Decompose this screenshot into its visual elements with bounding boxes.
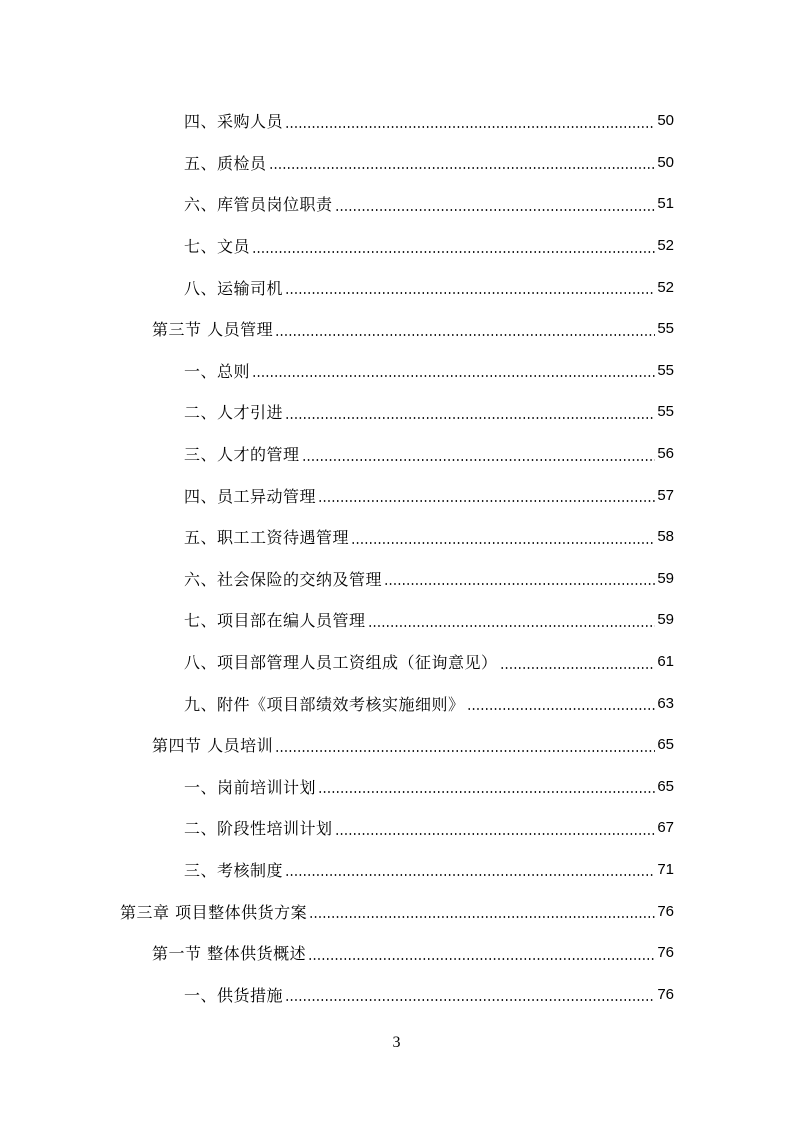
toc-entry[interactable] (0, 766, 793, 808)
toc-entry[interactable] (0, 849, 793, 891)
toc-dot-leader (368, 625, 656, 627)
toc-entry-title: 五、质检员 (184, 153, 267, 173)
toc-dot-leader (285, 126, 655, 128)
toc-dot-leader (467, 708, 656, 710)
toc-entry-title: 第三章 项目整体供货方案 (120, 902, 308, 922)
toc-entry-page: 76 (657, 985, 674, 1003)
toc-entry-page: 65 (657, 777, 674, 795)
toc-entry-title: 六、库管员岗位职责 (184, 195, 333, 215)
toc-entry-title: 二、人才引进 (184, 403, 284, 423)
toc-entry-title: 九、附件《项目部绩效考核实施细则》 (184, 694, 465, 714)
toc-entry[interactable] (0, 391, 793, 433)
toc-dot-leader (351, 542, 655, 544)
toc-dot-leader (285, 874, 655, 876)
toc-entry[interactable] (0, 724, 793, 766)
toc-entry-page: 67 (657, 819, 674, 837)
toc-entry-page: 52 (657, 237, 674, 255)
toc-entry-title: 第一节 整体供货概述 (152, 944, 307, 964)
toc-dot-leader (308, 958, 655, 960)
toc-entry[interactable] (0, 641, 793, 683)
toc-entry[interactable] (0, 890, 793, 932)
toc-dot-leader (275, 750, 655, 752)
toc-entry-title: 二、阶段性培训计划 (184, 819, 333, 839)
toc-entry-page: 56 (657, 445, 674, 463)
toc-entry[interactable] (0, 225, 793, 267)
toc-entry-page: 57 (657, 486, 674, 504)
toc-entry-page: 65 (657, 736, 674, 754)
toc-entry-title: 八、项目部管理人员工资组成（征询意见） (184, 653, 498, 673)
toc-entry-page: 50 (657, 153, 674, 171)
toc-dot-leader (285, 999, 655, 1001)
toc-entry-title: 第三节 人员管理 (152, 320, 274, 340)
toc-dot-leader (269, 167, 656, 169)
toc-entry[interactable] (0, 973, 793, 1015)
toc-entry[interactable] (0, 516, 793, 558)
toc-entry-title: 七、项目部在编人员管理 (184, 611, 366, 631)
toc-dot-leader (335, 833, 656, 835)
toc-entry[interactable] (0, 807, 793, 849)
toc-entry-page: 52 (657, 278, 674, 296)
toc-entry-page: 59 (657, 569, 674, 587)
toc-dot-leader (318, 791, 655, 793)
toc-entry-title: 第四节 人员培训 (152, 736, 274, 756)
toc-entry[interactable] (0, 599, 793, 641)
toc-dot-leader (335, 209, 656, 211)
table-of-contents (0, 100, 793, 1015)
toc-entry[interactable] (0, 350, 793, 392)
toc-entry[interactable] (0, 100, 793, 142)
toc-entry-title: 五、职工工资待遇管理 (184, 528, 350, 548)
toc-entry[interactable] (0, 142, 793, 184)
toc-entry-title: 三、人才的管理 (184, 445, 300, 465)
toc-entry-title: 四、员工异动管理 (184, 486, 317, 506)
toc-dot-leader (252, 375, 655, 377)
toc-entry-page: 51 (657, 195, 674, 213)
toc-entry-page: 55 (657, 320, 674, 338)
toc-entry[interactable] (0, 682, 793, 724)
toc-entry-page: 76 (657, 944, 674, 962)
toc-dot-leader (285, 417, 655, 419)
toc-entry-title: 七、文员 (184, 237, 251, 257)
toc-dot-leader (384, 583, 655, 585)
toc-dot-leader (309, 916, 655, 918)
toc-entry-title: 一、总则 (184, 361, 251, 381)
toc-entry-title: 三、考核制度 (184, 860, 284, 880)
toc-entry-page: 55 (657, 361, 674, 379)
toc-entry-title: 四、采购人员 (184, 112, 284, 132)
toc-dot-leader (275, 334, 655, 336)
toc-entry-page: 71 (657, 860, 674, 878)
toc-entry[interactable] (0, 266, 793, 308)
toc-entry[interactable] (0, 183, 793, 225)
toc-entry[interactable] (0, 558, 793, 600)
toc-entry-page: 61 (657, 653, 674, 671)
toc-entry-page: 76 (657, 902, 674, 920)
toc-entry-page: 55 (657, 403, 674, 421)
toc-dot-leader (285, 292, 655, 294)
toc-dot-leader (252, 251, 655, 253)
toc-entry[interactable] (0, 932, 793, 974)
toc-entry-title: 一、岗前培训计划 (184, 777, 317, 797)
toc-entry-page: 50 (657, 112, 674, 130)
toc-entry[interactable] (0, 433, 793, 475)
page-number: 3 (392, 1034, 401, 1051)
toc-dot-leader (318, 500, 655, 502)
toc-entry-page: 58 (657, 528, 674, 546)
toc-entry-title: 一、供货措施 (184, 985, 284, 1005)
toc-entry[interactable] (0, 308, 793, 350)
toc-dot-leader (500, 667, 656, 669)
toc-entry-page: 59 (657, 611, 674, 629)
toc-dot-leader (302, 459, 656, 461)
toc-entry-title: 六、社会保险的交纳及管理 (184, 569, 383, 589)
toc-entry[interactable] (0, 474, 793, 516)
toc-entry-page: 63 (657, 694, 674, 712)
toc-entry-title: 八、运输司机 (184, 278, 284, 298)
